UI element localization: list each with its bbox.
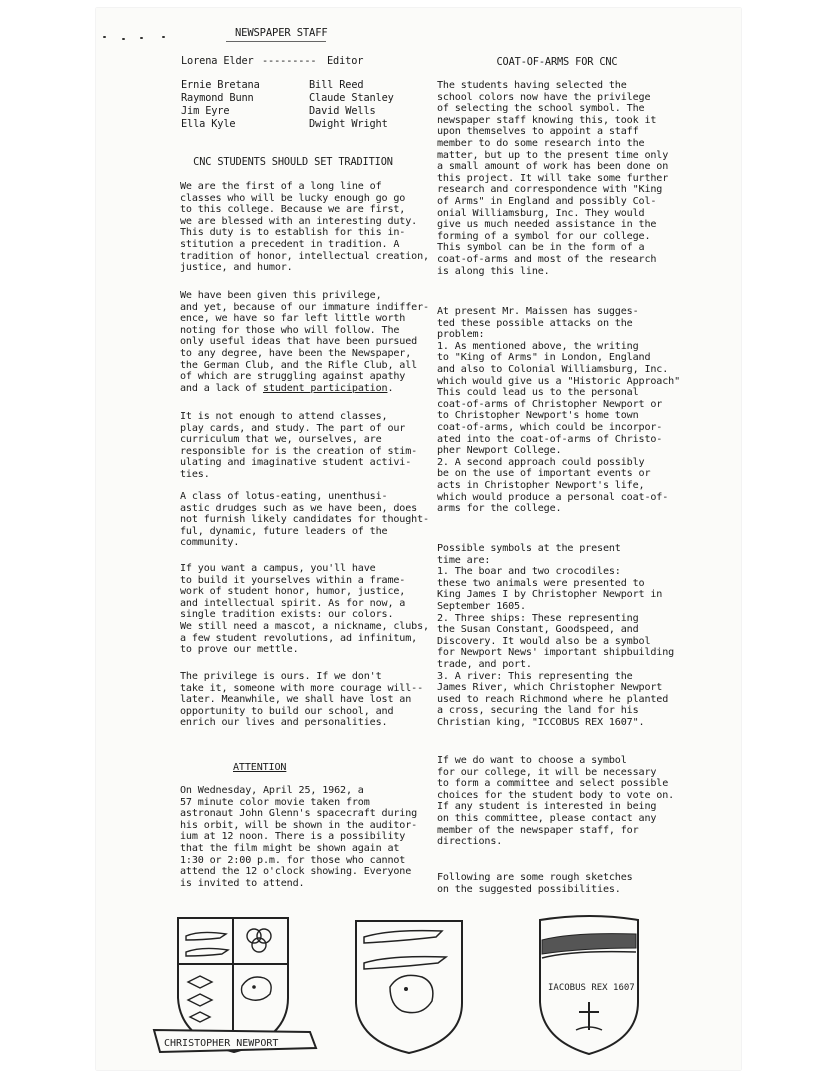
- staff-member: Bill Reed: [309, 79, 364, 91]
- left-paragraph: [180, 290, 442, 394]
- staff-title-rule: [226, 41, 326, 42]
- staff-title: NEWSPAPER STAFF: [235, 27, 328, 39]
- shield-sketch-boar-crocodiles: [150, 912, 330, 1062]
- left-paragraph: If you want a campus, you'll have to build it yourselves within a frame- work of student honor, humor, justice, and intellectual spirit. As for now, a single tradition exists: our colors. We still need a mascot, a nickname, clubs, a few student revolutions, ad infinitum, to prove our mettle.: [180, 563, 429, 656]
- scan-speck: [103, 36, 106, 38]
- editor-role: Editor: [327, 55, 364, 67]
- shield1-banner-text: CHRISTOPHER NEWPORT: [164, 1038, 279, 1049]
- left-paragraph-text: We have been given this privilege, and yet, because of our immature indiffer- ence, we have so far left little worth noting for those who will follow. The only useful ideas that have been pursued to any degree, have been the Newspaper, the German Club, and the Rifle Club, all of which are struggling against apathy and a lack of: [180, 290, 429, 394]
- underlined-tail: .: [387, 382, 394, 394]
- right-paragraph: Possible symbols at the present time are: 1. The boar and two crocodiles: these two animals were presented to King James I by Christopher Newport in September 1605. 2. Three ships: These representing the Susan Constant, Goodspeed, and Discovery. It would also be a symbol for Newport News' important shipbuilding trade, and port. 3. A river: This representing the James River, which Christopher Newport used to reach Richmond where he planted a cross, securing the land for his Christian king, "ICCOBUS REX 1607".: [437, 543, 675, 728]
- scan-speck: [122, 38, 125, 40]
- scan-speck: [140, 37, 143, 39]
- shield-sketch-river-cross: [532, 912, 647, 1062]
- scan-speck: [162, 36, 165, 38]
- attention-text: On Wednesday, April 25, 1962, a 57 minute color movie taken from astronaut John Glenn's spacecraft during his orbit, will be shown in the auditor- ium at 12 noon. There is a possibility that the film might be shown again at 1:30 or 2:00 p.m. for those who cannot attend the 12 o'clock showing. Everyone is invited to attend.: [180, 785, 418, 889]
- left-article-heading: CNC STUDENTS SHOULD SET TRADITION: [193, 156, 393, 168]
- shield3-caption: IACOBUS REX 1607: [548, 983, 635, 993]
- left-paragraph: We are the first of a long line of classes who will be lucky enough go go to this college. Because we are first, we are blessed with an interesting duty. This duty is to establish for this in- stitution a precedent in tradition. A tradition of honor, intellectual creation, justice, and humor.: [180, 181, 429, 274]
- right-paragraph: At present Mr. Maissen has sugges- ted these possible attacks on the problem: 1. As mentioned above, the writing to "King of Arms" in London, England and also to Colonial Williamsburg, Inc. which would give us a "Historic Approach" This could lead us to the personal coat-of-arms of Christopher Newport or to Christopher Newport's home town coat-of-arms, which could be incorpor- ated into the coat-of-arms of Christo- pher Newport College. 2. A second approach could possibly be on the use of important events or acts in Christopher Newport's life, which would produce a personal coat-of- arms for the college.: [437, 306, 681, 515]
- staff-member: Raymond Bunn: [181, 92, 254, 104]
- attention-heading: ATTENTION: [233, 762, 287, 773]
- right-paragraph: The students having selected the school colors now have the privilege of selecting the school symbol. The newspaper staff knowing this, took it upon themselves to appoint a staff member to do some research into the matter, but up to the present time only a small amount of work has been done on this project. It will take some further research and correspondence with "King of Arms" in England and possibly Col- onial Williamsburg, Inc. They would give us much needed assistance in the forming of a symbol for our college. This symbol can be in the form of a coat-of-arms and most of the research is along this line.: [437, 80, 669, 277]
- staff-member: David Wells: [309, 105, 376, 117]
- right-article-heading: COAT-OF-ARMS FOR CNC: [496, 56, 618, 68]
- left-paragraph: It is not enough to attend classes, play cards, and study. The part of our curriculum that we, ourselves, are responsible for is the creation of stim- ulating and imaginative student activi- ties.: [180, 411, 418, 480]
- staff-member: Dwight Wright: [309, 118, 388, 130]
- right-paragraph: If we do want to choose a symbol for our college, it will be necessary to form a committee and select possible choices for the student body to vote on. If any student is interested in being on this committee, please contact any member of the newspaper staff, for directions.: [437, 755, 675, 848]
- staff-member: Ernie Bretana: [181, 79, 260, 91]
- shield-sketch-crocodiles-boar: [350, 915, 470, 1060]
- left-paragraph: A class of lotus-eating, unenthusi- astic drudges such as we have been, does not furnish likely candidates for thought- ful, dynamic, future leaders of the community.: [180, 491, 429, 549]
- underlined-phrase: student participation: [262, 382, 388, 394]
- right-paragraph: Following are some rough sketches on the suggested possibilities.: [437, 872, 633, 895]
- left-paragraph: The privilege is ours. If we don't take it, someone with more courage will-- later. Meanwhile, we shall have lost an opportunity to build our school, and enrich our lives and personalities.: [180, 671, 424, 729]
- staff-member: Ella Kyle: [181, 118, 236, 130]
- editor-name: Lorena Elder: [181, 55, 254, 67]
- staff-member: Claude Stanley: [309, 92, 394, 104]
- editor-dash: ---------: [262, 55, 317, 67]
- staff-member: Jim Eyre: [181, 105, 230, 117]
